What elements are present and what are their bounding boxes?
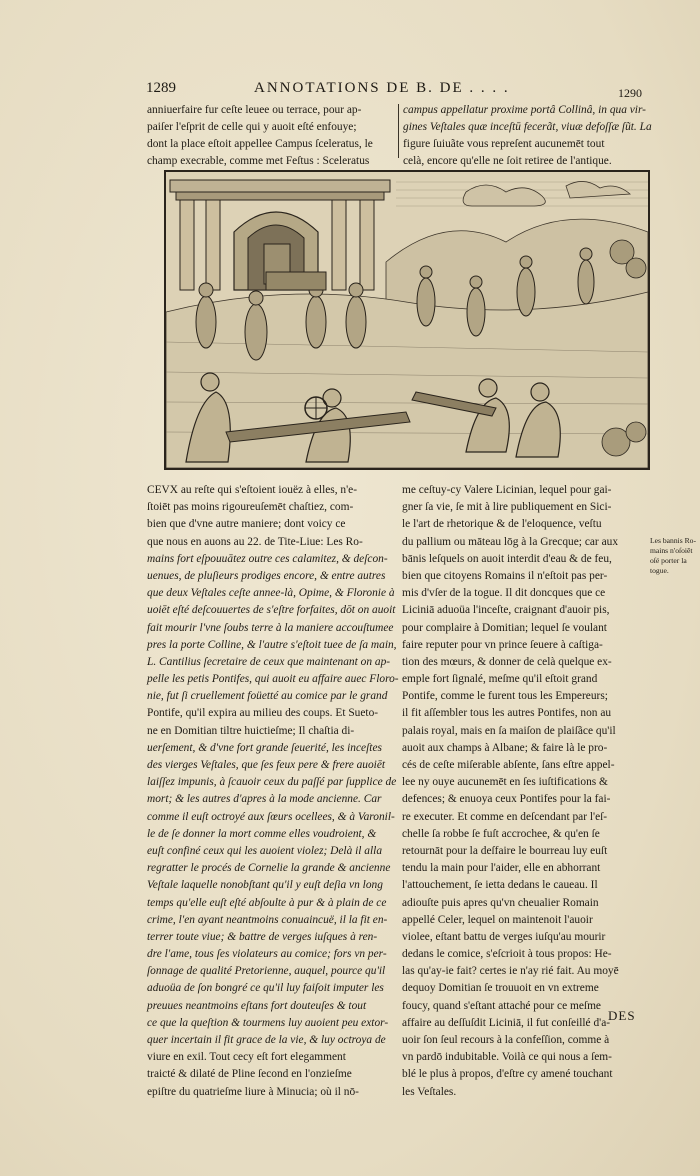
- text-line: ne en Domitian tiltre huictieſme; Il chaſtia di-: [147, 724, 355, 737]
- text-line: fait mourir l'vne ſoubs terre à la maniere accouſtumee: [147, 621, 394, 634]
- running-title: ANNOTATIONS DE B. DE . . . .: [254, 80, 510, 96]
- text-line: CEVX au reſte qui s'eſtoient iouëz à elles, n'e-: [147, 484, 358, 496]
- text-line: uoir ſon ſeul recours à la confeſſion, comme à: [402, 1034, 610, 1046]
- text-line: que deux Veſtales ceſte annee-là, Opime, & Floronie à: [147, 587, 395, 600]
- page-number-right: 1290: [618, 86, 642, 100]
- text-line: le l'art de rhetorique & de l'eloquence, veſtu: [402, 518, 602, 531]
- text-line: nie, fut ſi cruellement foüetté au comice par le grand: [147, 690, 388, 703]
- text-line: laiſſez impunis, à ſcauoir ceux du paſſé par ſupplice de: [147, 776, 397, 789]
- text-line: preuues neantmoins eſtans fort douteuſes & tout: [147, 999, 367, 1012]
- text-line: figure ſuiuãte vous repreſent aucunemēt tout: [403, 138, 605, 150]
- text-line: paiſer l'eſprit de celle qui y auoit eſté enfouye;: [147, 121, 357, 133]
- text-line: temps qu'elle euſt eſté abſoulte à pur & à plain de ce: [147, 896, 387, 909]
- text-line: violee, eſtant battu de verges iuſqu'au mourir: [402, 930, 606, 943]
- text-line: bien que citoyens Romains il n'eſtoit pas per-: [402, 569, 608, 582]
- text-line: defences; & enuoya ceux Pontifes pour la fai-: [402, 793, 611, 806]
- body-left-column: [147, 482, 399, 1101]
- top-right-column: [403, 102, 652, 170]
- text-line: quer incertain il fit grace de la vie, & luy octroya de: [147, 1034, 386, 1046]
- text-line: tion des mœurs, & donner de celà quelque ex-: [402, 655, 612, 668]
- text-line: retournāt pour la deſfaire le bourreau luy euſt: [402, 844, 608, 857]
- text-line: uenues, de pluſieurs prodiges encore, & entre autres: [147, 569, 386, 582]
- text-line: las qu'ay-ie fait? certes ie n'ay rié fait. Au moyē: [402, 965, 619, 978]
- text-line: chelle ſa robbe ſe fuſt accrochee, & qu'en ſe: [402, 827, 600, 840]
- text-line: Pontife, qu'il expira au milieu des coups. Et Sueto-: [147, 707, 379, 720]
- text-line: traicté & dilaté de Pline ſecond en l'onzieſme: [147, 1068, 352, 1081]
- text-line: il fit aſſembler tous les autres Pontifes, non au: [402, 707, 612, 720]
- text-line: dequoy Domitian ſe trouuoit en vn extreme: [402, 982, 599, 995]
- text-line: pour complaire à Domitian; lequel ſe voulant: [402, 621, 607, 634]
- text-line: bien que d'vne autre maniere; dont voicy ce: [147, 518, 346, 531]
- text-line: celà, encore qu'elle ne ſoit retiree de l'antique.: [403, 155, 612, 167]
- catchword: DES: [608, 1008, 636, 1023]
- text-line: dedans le comice, s'eſcrioit à tous propos: He-: [402, 948, 612, 961]
- text-line: epiſtre du quatrieſme liure à Minucia; où il nō-: [147, 1085, 359, 1098]
- text-line: que nous en auons au 22. de Tite-Liue: Les Ro-: [147, 535, 363, 548]
- text-line: l'attouchement, ſe ietta dedans le caueau. Il: [402, 879, 598, 892]
- text-line: des vierges Veſtales, que ſes feux pere & frere auoiēt: [147, 759, 386, 771]
- text-line: ce que la queſtion & tourmens luy auoient peu extor-: [147, 1016, 389, 1029]
- text-line: campus appellatur proxime portâ Collinâ, in qua vir-: [403, 104, 646, 116]
- text-line: les Veſtales.: [402, 1085, 457, 1098]
- text-line: adiouſte puis apres qu'vn cheualier Romain: [402, 896, 599, 909]
- text-line: euſt confiné ceux qui les auoient violez; Delà il alla: [147, 844, 383, 857]
- top-left-column: [147, 102, 393, 170]
- text-line: regratter le procés de Cornelie la grande & ancienne: [147, 862, 391, 875]
- text-line: gines Veſtales quæ inceſtū fecerãt, viuæ defoſſæ ſũt. La: [403, 121, 652, 133]
- text-line: dre l'ame, tous ſes violateurs au comice; fors vn per-: [147, 948, 387, 961]
- column-rule: [398, 104, 399, 158]
- text-line: terrer toute viue; & battre de verges iuſques à ren-: [147, 930, 378, 943]
- text-line: viure en exil. Tout cecy eſt fort elegamment: [147, 1051, 346, 1064]
- text-line: pelle les petis Pontifes, qui auoit eu affaire auec Floro-: [147, 673, 399, 686]
- text-line: auoit aux champs à Albane; & faire là le pro-: [402, 741, 608, 754]
- text-line: emple fort ſignalé, meſme qu'il eſtoit grand: [402, 673, 598, 686]
- text-line: tendu la main pour l'aider, elle en abhorrant: [402, 862, 601, 875]
- text-line: uoiēt eſté deſcouuertes de s'eſtre forfaites, dōt on auoit: [147, 604, 396, 617]
- text-line: blé le plus à propos, d'eſtre cy amené touchant: [402, 1068, 613, 1081]
- margin-note: [650, 536, 700, 576]
- text-line: me ceſtuy-cy Valere Licinian, lequel pour gai-: [402, 484, 612, 496]
- text-line: cés de ceſte miſerable abſente, ſans eſtre appel-: [402, 759, 615, 771]
- text-line: gner ſa vie, ſe mit à lire publiquement en Sici-: [402, 501, 612, 514]
- text-line: ſonnage de qualité Pretorienne, auquel, pource qu'il: [147, 965, 386, 978]
- text-line: lee ny ouye aucunemēt en ſes iuſtifications &: [402, 776, 608, 789]
- running-header: [146, 80, 646, 102]
- text-line: aduoüa de ſon bongré ce qu'il luy faiſoit imputer les: [147, 982, 384, 995]
- text-line: le de ſe donner la mort comme elles voudroient, &: [147, 827, 377, 840]
- text-line: anniuerfaire fur ceſte leuee ou terrace, pour ap-: [147, 104, 362, 116]
- text-line: pres la porte Colline, & l'autre s'eſtoit tuee de ſa main,: [147, 638, 397, 651]
- text-line: L. Cantilius ſecretaire de ceux que maintenant on ap-: [147, 655, 391, 668]
- text-line: mis d'vſer de la togue. Il dit doncques que ce: [402, 587, 606, 600]
- text-line: comme il euſt octroyé aux ſœurs ocellees, & à Varonil-: [147, 810, 395, 823]
- text-line: champ execrable, comme met Feſtus : Sceleratus: [147, 155, 370, 167]
- text-line: foucy, quand s'eſtant attaché pour ce meſme: [402, 999, 601, 1012]
- text-line: Pontife, comme le furent tous les Empereurs;: [402, 690, 608, 703]
- text-line: vn pardō indubitable. Voilà ce qui nous a ſem-: [402, 1051, 612, 1064]
- text-line: dont la place eſtoit appellee Campus ſceleratus, le: [147, 138, 373, 150]
- text-line: palais royal, mais en ſa maiſon de plaiſãce qu'il: [402, 724, 616, 737]
- margin-note-line: mains n'oſoiēt: [650, 546, 693, 555]
- text-line: faire reputer pour vn prince ſeuere à caſtiga-: [402, 638, 603, 651]
- text-line: Liciniā aduoüa l'inceſte, craignant d'auoir pis,: [402, 604, 610, 617]
- text-line: du pallium ou māteau lōg à la Grecque; car aux: [402, 535, 619, 548]
- text-line: bānis leſquels on auoit interdit d'eau & de feu,: [402, 552, 612, 565]
- text-line: affaire au deſſuſdit Liciniā, il fut conſeillé d'a-: [402, 1016, 611, 1029]
- text-line: ſtoiēt pas moins rigoureuſemēt chaſtiez, com-: [147, 501, 354, 514]
- text-line: Veſtale laquelle nonobſtant qu'il y euſt deſia vn long: [147, 879, 383, 892]
- text-line: uerſement, & d'vne fort grande ſeuerité, les inceſtes: [147, 741, 382, 754]
- margin-note-line: togue.: [650, 566, 669, 575]
- page-number-left: 1289: [146, 80, 176, 96]
- text-line: mains fort eſpouuātez outre ces calamitez, & deſcon-: [147, 552, 388, 565]
- text-line: mort; & les autres d'apres à la mode ancienne. Car: [147, 793, 382, 806]
- woodcut-illustration: [164, 170, 650, 470]
- woodcut-drawing: [166, 172, 648, 468]
- text-line: re executer. Et comme en deſcendant par l'eſ-: [402, 810, 608, 823]
- text-line: appellé Celer, lequel on maintenoit l'auoir: [402, 913, 593, 926]
- margin-note-line: oſé porter la: [650, 556, 687, 565]
- margin-note-line: Les bannis Ro-: [650, 536, 696, 545]
- text-line: crime, l'en ayant neantmoins conuaincuë, il la fit en-: [147, 913, 388, 926]
